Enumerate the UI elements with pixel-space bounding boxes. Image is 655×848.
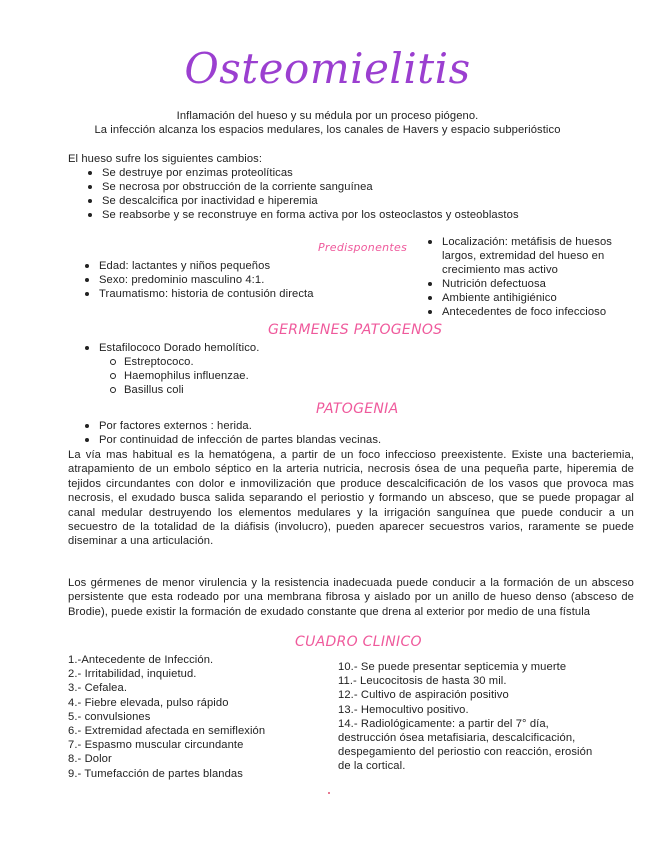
list-item: 9.- Tumefacción de partes blandas — [68, 767, 243, 780]
list-item: Haemophilus influenzae. — [124, 370, 249, 382]
list-item: destrucción ósea metafisiaria, descalcificación, — [338, 732, 576, 745]
list-item: 6.- Extremidad afectada en semiflexión — [68, 725, 266, 738]
cuadro-heading: CUADRO CLINICO — [295, 634, 422, 650]
patogenia-heading: PATOGENIA — [316, 401, 399, 417]
list-item: Estafilococo Dorado hemolítico. — [99, 342, 260, 354]
list-item: 14.- Radiológicamente: a partir del 7° día, — [338, 717, 549, 730]
list-item: Antecedentes de foco infeccioso — [442, 305, 612, 319]
list-item: Nutrición defectuosa — [442, 277, 612, 291]
list-item: 2.- Irritabilidad, inquietud. — [68, 668, 197, 681]
page-title: Osteomielitis — [184, 44, 471, 93]
list-item: Estreptococo. — [124, 355, 249, 369]
predisponentes-left-list — [99, 259, 314, 301]
intro-line-1: Inflamación del hueso y su médula por un proceso piógeno. — [176, 110, 479, 122]
list-item: 12.- Cultivo de aspiración positivo — [338, 689, 509, 702]
list-item: despegamiento del periostio con reacción, erosión — [338, 746, 593, 759]
intro-line-2: La infección alcanza los espacios medulares, los canales de Havers y espacio subperióstico — [94, 124, 561, 136]
list-item: 5.- convulsiones — [68, 710, 151, 723]
list-item: 8.- Dolor — [68, 753, 112, 766]
patogenia-list — [99, 419, 381, 447]
list-item-line: Localización: metáfisis de huesos — [442, 236, 612, 248]
germenes-list — [99, 341, 259, 355]
list-item: Por factores externos : herida. — [99, 419, 381, 433]
predisponentes-right-list — [442, 235, 612, 319]
list-item: 11.- Leucocitosis de hasta 30 mil. — [338, 675, 507, 688]
changes-heading: El hueso sufre los siguientes cambios: — [68, 153, 263, 165]
list-item: Por continuidad de infección de partes blandas vecinas. — [99, 434, 382, 446]
list-item — [442, 235, 612, 277]
list-item: Se reabsorbe y se reconstruye en forma activa por los osteoclastos y osteoblastos — [102, 209, 519, 221]
list-item: Ambiente antihigiénico — [442, 291, 612, 305]
list-item: Se destruye por enzimas proteolíticas — [102, 166, 519, 180]
patogenia-paragraph-2: Los gérmenes de menor virulencia y la resistencia inadecuada puede conducir a la formación de un absceso persistente que esta rodeado por una membrana fibrosa y aislado por un anillo de hueso denso (absceso de Brodie), puede existir la formación de exudado constante que drena al exterior por medio de una fístula — [68, 577, 634, 618]
list-item: 4.- Fiebre elevada, pulso rápido — [68, 696, 229, 709]
list-item: Se necrosa por obstrucción de la corriente sanguínea — [102, 180, 519, 194]
list-item: Se descalcifica por inactividad e hiperemia — [102, 194, 519, 208]
decorative-dot — [328, 792, 330, 794]
patogenia-paragraph-1: La vía mas habitual es la hematógena, a partir de un foco infeccioso preexistente. Existe una bacteriemia, atrapamiento de un embolo séptico en la arteria nutricia, necrosis ósea de una pequeña parte, hiperemia de tejidos circundantes con dolor e inmovilización que produce descalcificación de los vasos que provoca mas necrosis, el exudado busca salida separando el periostio y formando un absceso, que se puede propagar al canal medular destruyendo los elementos medulares y la irrigación sanguínea que puede conducir a un secuestro de la totalidad de la diáfisis (involucro), pueden aparecer secuestros varios, raramente se puede diseminar a una articulación. — [68, 449, 634, 548]
list-item: Traumatismo: historia de contusión directa — [99, 288, 314, 300]
list-item: de la cortical. — [338, 760, 406, 773]
list-item: 10.- Se puede presentar septicemia y muerte — [338, 661, 567, 673]
list-item: Basillus coli — [124, 383, 249, 397]
list-item: 1.-Antecedente de Infección. — [68, 654, 214, 666]
cuadro-left-list — [68, 653, 265, 781]
list-item: Edad: lactantes y niños pequeños — [99, 259, 314, 273]
list-item: 3.- Cefalea. — [68, 682, 128, 695]
list-item-line: largos, extremidad del hueso en — [442, 250, 605, 262]
list-item: 13.- Hemocultivo positivo. — [338, 703, 469, 716]
list-item: 7.- Espasmo muscular circundante — [68, 739, 244, 752]
predisponentes-heading: Predisponentes — [318, 241, 408, 254]
changes-list — [102, 166, 519, 222]
list-item: Sexo: predominio masculino 4:1. — [99, 273, 314, 287]
germenes-sublist — [124, 355, 249, 397]
list-item-line: crecimiento mas activo — [442, 264, 558, 276]
cuadro-right-list — [338, 660, 592, 774]
germenes-heading: GERMENES PATOGENOS — [268, 322, 443, 338]
